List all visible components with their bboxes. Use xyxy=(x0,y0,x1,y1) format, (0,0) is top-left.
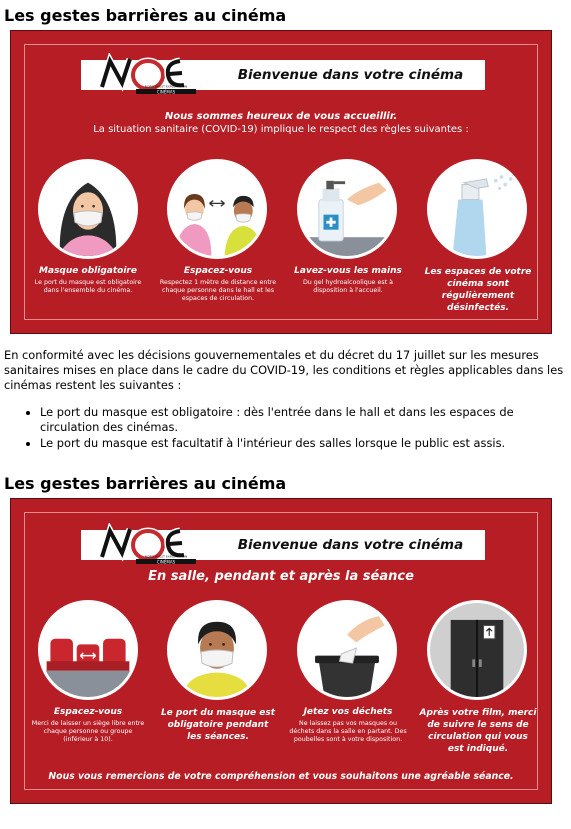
rule-trash: Jetez vos déchets Ne laissez pas vos masques ou déchets dans la salle en partant. Des poubelles sont à votre disposition. xyxy=(289,707,407,743)
list-item: • Le port du masque est obligatoire : dès l'entrée dans le hall et dans les espaces de circulation des cinémas. xyxy=(40,405,571,435)
rule-seat-spacing: Espacez-vous Merci de laisser un siège libre entre chaque personne ou groupe (inférieur à 10). xyxy=(31,707,145,743)
poster-general-rules xyxy=(10,30,552,334)
rule-disinfection: Les espaces de votre cinéma sont régulièrement désinfectés. xyxy=(424,267,532,313)
list-item: • Le port du masque est facultatif à l'intérieur des salles lorsque le public est assis. xyxy=(40,436,571,451)
poster-subtitle: En salle, pendant et après la séance xyxy=(148,569,414,584)
distance-icon xyxy=(167,159,267,259)
rule-mask-screening: Le port du masque est obligatoire pendant les séances. xyxy=(160,708,276,742)
exit-door-icon xyxy=(427,600,527,700)
logo-small-text: NORD OUEST EXPLOITATION xyxy=(144,554,188,559)
rule-mask: Masque obligatoire Le port du masque est obligatoire dans l'ensemble du cinéma. xyxy=(34,266,142,294)
poster-screening-rules xyxy=(10,498,552,804)
mask-woman-icon xyxy=(38,159,138,259)
info-paragraph: En conformité avec les décisions gouvernementales et du décret du 17 juillet sur les mesures sanitaires mises en place dans le cadre du COVID-19, les conditions et règles applicables dans les cinémas restent les suivantes : xyxy=(4,348,564,392)
logo-small-text: NORD OUEST EXPLOITATION xyxy=(144,84,188,89)
closing-message: Nous vous remercions de votre compréhension et vous souhaitons une agréable séance. xyxy=(48,771,514,782)
rules-list xyxy=(24,405,571,452)
trash-bin-icon xyxy=(297,600,397,700)
cinema-seats-icon xyxy=(38,600,138,700)
rule-wash-hands: Lavez-vous les mains Du gel hydroalcoolique est à disposition à l'accueil. xyxy=(294,266,402,294)
section-heading: Les gestes barrières au cinéma xyxy=(4,6,287,25)
section-heading: Les gestes barrières au cinéma xyxy=(4,474,287,493)
logo-brand: CINÉMAS xyxy=(156,89,176,95)
hand-sanitizer-icon xyxy=(297,159,397,259)
intro-welcome: Nous sommes heureux de vous accueillir. xyxy=(164,111,398,122)
intro-text: La situation sanitaire (COVID-19) implique le respect des règles suivantes : xyxy=(93,124,469,135)
logo-brand: CINÉMAS xyxy=(156,559,176,565)
noe-logo xyxy=(96,53,218,97)
noe-logo xyxy=(96,523,218,567)
rule-distance: Espacez-vous Respectez 1 mètre de distance entre chaque personne dans le hall et les espaces de circulation. xyxy=(159,266,277,302)
rule-exit-direction: Après votre film, merci de suivre le sens de circulation qui vous est indiqué. xyxy=(419,708,537,754)
spray-bottle-icon xyxy=(427,159,527,259)
banner-title: Bienvenue dans votre cinéma xyxy=(237,537,464,553)
mask-man-icon xyxy=(167,600,267,700)
banner-title: Bienvenue dans votre cinéma xyxy=(237,67,464,83)
